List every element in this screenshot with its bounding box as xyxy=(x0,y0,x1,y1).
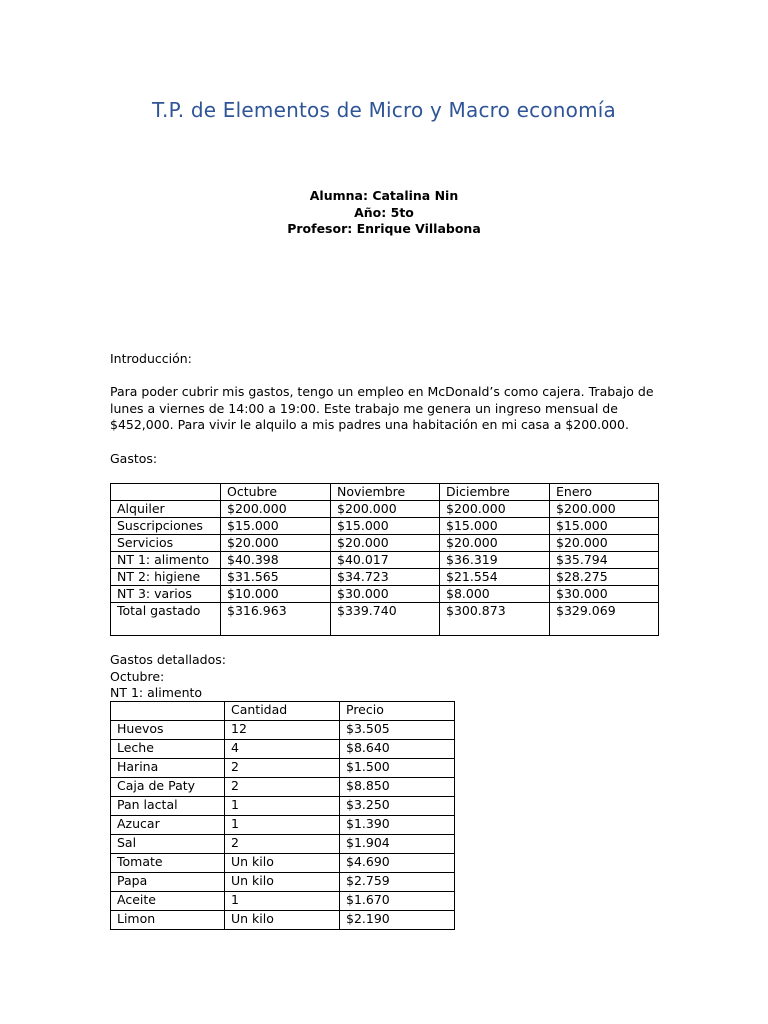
table-cell: Un kilo xyxy=(225,911,340,930)
table-cell: $40.398 xyxy=(221,552,331,569)
table-row xyxy=(111,892,455,911)
row-label-cell: Tomate xyxy=(111,854,225,873)
detail-table xyxy=(110,701,455,930)
table-cell: $30.000 xyxy=(550,586,659,603)
teacher-name: Profesor: Enrique Villabona xyxy=(287,221,481,236)
table-cell: 4 xyxy=(225,740,340,759)
row-label-cell: Sal xyxy=(111,835,225,854)
table-cell: $339.740 xyxy=(331,603,440,636)
table-cell: $30.000 xyxy=(331,586,440,603)
table-cell: $1.904 xyxy=(340,835,455,854)
row-label-cell: NT 1: alimento xyxy=(111,552,221,569)
table-header-cell: Precio xyxy=(340,702,455,721)
table-row xyxy=(111,797,455,816)
row-label-cell: Huevos xyxy=(111,721,225,740)
table-row xyxy=(111,854,455,873)
row-label-cell: Pan lactal xyxy=(111,797,225,816)
table-header-cell xyxy=(111,702,225,721)
row-label-cell: Limon xyxy=(111,911,225,930)
row-label-cell: Caja de Paty xyxy=(111,778,225,797)
table-cell: $21.554 xyxy=(440,569,550,586)
row-label-cell: Total gastado xyxy=(111,603,221,636)
table-cell: $15.000 xyxy=(221,518,331,535)
table-cell: $40.017 xyxy=(331,552,440,569)
table-cell: $1.390 xyxy=(340,816,455,835)
table-header-cell: Noviembre xyxy=(331,484,440,501)
table-cell: $1.500 xyxy=(340,759,455,778)
table-header-row xyxy=(111,484,659,501)
table-cell: $35.794 xyxy=(550,552,659,569)
document-title: T.P. de Elementos de Micro y Macro economía xyxy=(151,98,616,122)
row-label-cell: Servicios xyxy=(111,535,221,552)
table-row xyxy=(111,501,659,518)
detail-heading: Gastos detallados: xyxy=(110,652,226,667)
table-row xyxy=(111,569,659,586)
table-cell: $36.319 xyxy=(440,552,550,569)
detail-block xyxy=(110,652,658,702)
table-cell: $4.690 xyxy=(340,854,455,873)
detail-month: Octubre: xyxy=(110,668,165,684)
table-header-cell: Octubre xyxy=(221,484,331,501)
row-label-cell: Leche xyxy=(111,740,225,759)
intro-paragraph: Para poder cubrir mis gastos, tengo un empleo en McDonald’s como cajera. Trabajo de lunes a viernes de 14:00 a 19:00. Este trabajo me genera un ingreso mensual de $452,000. Para vivir le alquilo a mis padres una habitación en mi casa a $200.000. xyxy=(110,384,654,432)
row-label-cell: NT 3: varios xyxy=(111,586,221,603)
student-name: Alumna: Catalina Nin xyxy=(309,188,459,203)
row-label-cell: Alquiler xyxy=(111,501,221,518)
school-year: Año: 5to xyxy=(354,204,414,220)
table-row xyxy=(111,535,659,552)
table-row xyxy=(111,835,455,854)
table-cell: $200.000 xyxy=(440,501,550,518)
table-cell: 2 xyxy=(225,835,340,854)
table-row xyxy=(111,740,455,759)
table-cell: $20.000 xyxy=(440,535,550,552)
table-cell: 12 xyxy=(225,721,340,740)
table-cell: $20.000 xyxy=(331,535,440,552)
table-cell: $1.670 xyxy=(340,892,455,911)
table-cell: $300.873 xyxy=(440,603,550,636)
table-header-cell: Cantidad xyxy=(225,702,340,721)
table-header-cell: Enero xyxy=(550,484,659,501)
table-cell: $200.000 xyxy=(221,501,331,518)
table-cell: $28.275 xyxy=(550,569,659,586)
table-cell: $8.000 xyxy=(440,586,550,603)
table-row xyxy=(111,586,659,603)
table-cell: $15.000 xyxy=(440,518,550,535)
table-cell: 2 xyxy=(225,778,340,797)
table-row xyxy=(111,759,455,778)
table-cell: $316.963 xyxy=(221,603,331,636)
expenses-table xyxy=(110,483,659,636)
table-cell: $8.640 xyxy=(340,740,455,759)
table-row xyxy=(111,911,455,930)
table-cell: 1 xyxy=(225,892,340,911)
table-cell: 2 xyxy=(225,759,340,778)
table-row xyxy=(111,552,659,569)
table-cell: $10.000 xyxy=(221,586,331,603)
table-cell: $2.190 xyxy=(340,911,455,930)
table-row xyxy=(111,603,659,636)
table-cell: $31.565 xyxy=(221,569,331,586)
table-cell: 1 xyxy=(225,816,340,835)
row-label-cell: Aceite xyxy=(111,892,225,911)
table-cell: 1 xyxy=(225,797,340,816)
table-row xyxy=(111,873,455,892)
table-header-row xyxy=(111,702,455,721)
table-cell: $2.759 xyxy=(340,873,455,892)
row-label-cell: NT 2: higiene xyxy=(111,569,221,586)
table-cell: $20.000 xyxy=(221,535,331,552)
table-row xyxy=(111,778,455,797)
table-cell: Un kilo xyxy=(225,854,340,873)
table-cell: $15.000 xyxy=(331,518,440,535)
author-block xyxy=(0,188,768,238)
row-label-cell: Papa xyxy=(111,873,225,892)
row-label-cell: Azucar xyxy=(111,816,225,835)
table-cell: $200.000 xyxy=(550,501,659,518)
table-header-cell xyxy=(111,484,221,501)
table-cell: $3.505 xyxy=(340,721,455,740)
intro-heading: Introducción: xyxy=(110,351,192,366)
table-cell: Un kilo xyxy=(225,873,340,892)
row-label-cell: Harina xyxy=(111,759,225,778)
detail-category: NT 1: alimento xyxy=(110,685,203,700)
table-cell: $34.723 xyxy=(331,569,440,586)
row-label-cell: Suscripciones xyxy=(111,518,221,535)
table-cell: $200.000 xyxy=(331,501,440,518)
table-cell: $329.069 xyxy=(550,603,659,636)
table-cell: $3.250 xyxy=(340,797,455,816)
table-row xyxy=(111,816,455,835)
table-cell: $20.000 xyxy=(550,535,659,552)
table-cell: $8.850 xyxy=(340,778,455,797)
table-cell: $15.000 xyxy=(550,518,659,535)
table-row xyxy=(111,518,659,535)
table-header-cell: Diciembre xyxy=(440,484,550,501)
table-row xyxy=(111,721,455,740)
expenses-heading: Gastos: xyxy=(110,451,158,466)
